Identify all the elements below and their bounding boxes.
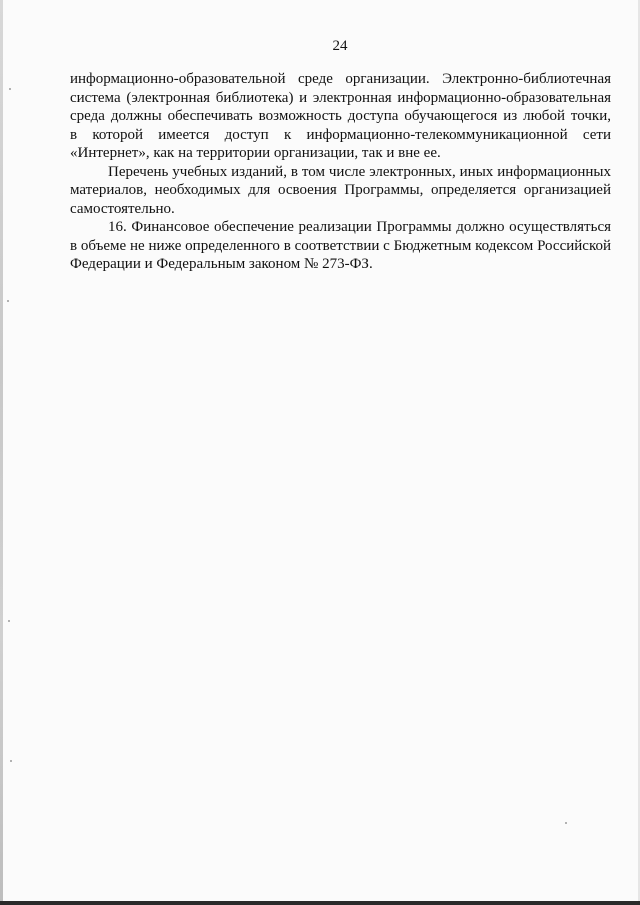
- text-line: материалов, необходимых для освоения Программы, определяется организацией: [70, 182, 611, 198]
- scan-speck: [10, 760, 12, 762]
- scan-speck: [9, 88, 11, 90]
- paragraph-educational-materials: [70, 163, 611, 219]
- text-line: в которой имеется доступ к информационно-телекоммуникационной сети: [70, 126, 611, 143]
- scan-speck: [7, 300, 9, 302]
- text-line: Перечень учебных изданий, в том числе электронных, иных информационных: [108, 163, 611, 180]
- scan-edge-left: [0, 0, 3, 905]
- text-line: система (электронная библиотека) и электронная информационно-образовательная: [70, 89, 611, 106]
- paragraph-library-system: [70, 70, 611, 163]
- body-text: [70, 70, 611, 274]
- text-line: самостоятельно.: [70, 200, 175, 217]
- text-line: «Интернет», как на территории организации, так и вне ее.: [70, 145, 441, 161]
- text-line: 16. Финансовое обеспечение реализации Программы должно осуществляться: [108, 219, 611, 235]
- text-line: Федерации и Федеральным законом № 273-ФЗ.: [70, 256, 373, 272]
- scan-speck: [8, 620, 10, 622]
- text-line: информационно-образовательной среде организации. Электронно-библиотечная: [70, 71, 611, 87]
- page-number: 24: [332, 38, 348, 54]
- scan-edge-bottom: [0, 901, 640, 905]
- scan-speck: [565, 822, 567, 824]
- text-line: среда должны обеспечивать возможность доступа обучающегося из любой точки,: [70, 108, 611, 124]
- paragraph-financial-support: [70, 218, 611, 274]
- text-line: в объеме не ниже определенного в соответствии с Бюджетным кодексом Российской: [70, 237, 611, 254]
